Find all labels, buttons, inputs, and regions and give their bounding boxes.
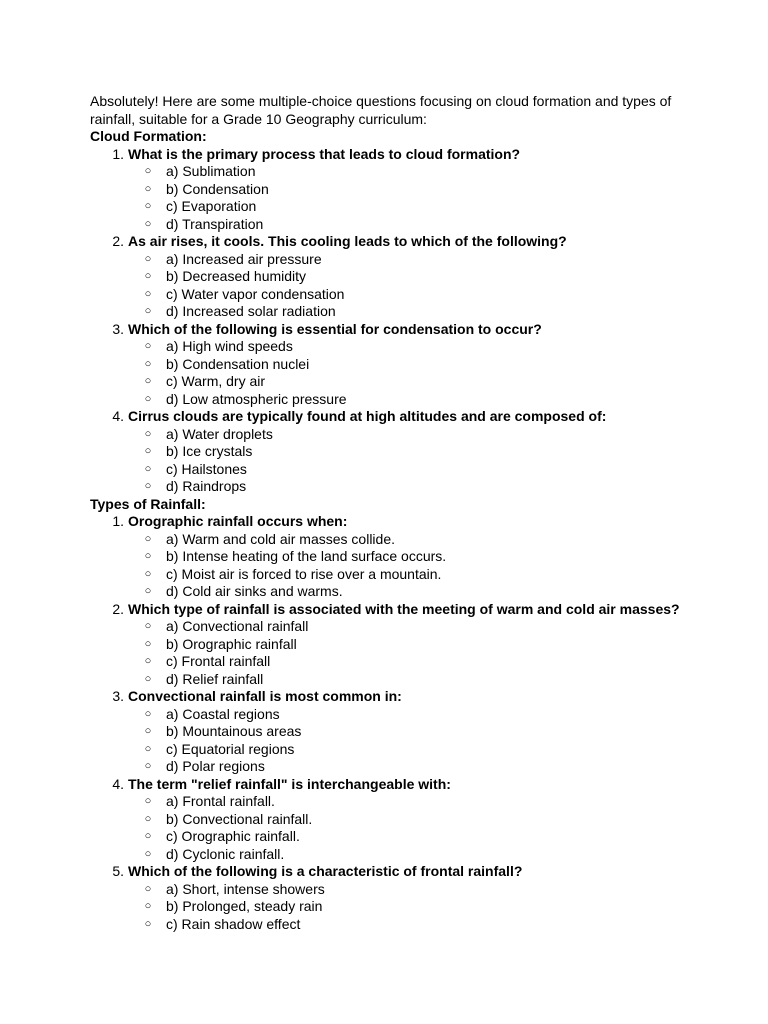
hollow-circle-bullet-icon: ○ <box>144 532 152 545</box>
question-item <box>90 601 690 689</box>
question-text: Convectional rainfall is most common in: <box>128 688 402 704</box>
option-text: b) Intense heating of the land surface occurs. <box>166 548 447 564</box>
hollow-circle-bullet-icon: ○ <box>144 375 152 387</box>
option-item <box>90 653 690 671</box>
hollow-circle-bullet-icon: ○ <box>144 742 152 755</box>
option-text: b) Prolonged, steady rain <box>166 898 323 914</box>
hollow-circle-bullet-icon: ○ <box>144 252 152 265</box>
option-item <box>90 338 690 356</box>
hollow-circle-bullet-icon: ○ <box>144 900 152 912</box>
option-text: a) Water droplets <box>166 425 273 442</box>
option-item <box>90 373 690 391</box>
question-number: 2. <box>112 233 124 249</box>
question-number: 4. <box>112 408 124 424</box>
option-item <box>90 916 690 934</box>
hollow-circle-bullet-icon: ○ <box>144 672 152 685</box>
question-text: Which type of rainfall is associated with the meeting of warm and cold air masses? <box>128 600 680 617</box>
option-text: a) High wind speeds <box>166 338 293 354</box>
option-list <box>90 881 690 934</box>
question-sections <box>90 128 690 933</box>
hollow-circle-bullet-icon: ○ <box>144 707 152 720</box>
hollow-circle-bullet-icon: ○ <box>144 340 152 352</box>
option-item <box>90 706 690 724</box>
question-number: 3. <box>112 688 124 704</box>
option-item <box>90 216 690 234</box>
option-list <box>90 618 690 688</box>
question-number: 1. <box>112 145 124 162</box>
option-text: c) Equatorial regions <box>166 740 295 757</box>
option-item <box>90 181 690 199</box>
option-item <box>90 583 690 601</box>
option-list <box>90 426 690 496</box>
option-item <box>90 391 690 409</box>
document-page <box>90 93 690 933</box>
question-item <box>90 408 690 496</box>
question-item <box>90 863 690 933</box>
question-list <box>90 513 690 933</box>
option-text: c) Moist air is forced to rise over a mountain. <box>166 565 442 582</box>
question-number: 4. <box>112 775 124 792</box>
option-item <box>90 793 690 811</box>
hollow-circle-bullet-icon: ○ <box>144 287 152 300</box>
option-item <box>90 426 690 444</box>
option-text: a) Frontal rainfall. <box>166 793 275 809</box>
hollow-circle-bullet-icon: ○ <box>144 427 152 440</box>
option-list <box>90 531 690 601</box>
question-item <box>90 146 690 234</box>
hollow-circle-bullet-icon: ○ <box>144 217 152 230</box>
question-number: 2. <box>112 600 124 617</box>
option-item <box>90 618 690 636</box>
option-item <box>90 163 690 181</box>
option-list <box>90 793 690 863</box>
option-item <box>90 268 690 286</box>
option-text: b) Decreased humidity <box>166 268 307 284</box>
option-item <box>90 443 690 461</box>
question-text: Orographic rainfall occurs when: <box>128 513 348 529</box>
option-text: b) Orographic rainfall <box>166 635 297 652</box>
option-item <box>90 741 690 759</box>
question-text: Cirrus clouds are typically found at high altitudes and are composed of: <box>128 408 607 424</box>
question-list <box>90 146 690 496</box>
hollow-circle-bullet-icon: ○ <box>144 200 152 212</box>
option-item <box>90 881 690 899</box>
option-item <box>90 548 690 566</box>
option-item <box>90 198 690 216</box>
question-text: Which of the following is a characteristic of frontal rainfall? <box>128 863 523 879</box>
hollow-circle-bullet-icon: ○ <box>144 392 152 405</box>
option-item <box>90 758 690 776</box>
intro-paragraph: Absolutely! Here are some multiple-choice questions focusing on cloud formation and types of rainfall, suitable for a Grade 10 Geography curriculum: <box>90 93 672 127</box>
option-text: b) Condensation <box>166 180 269 197</box>
option-item <box>90 828 690 846</box>
option-list <box>90 706 690 776</box>
option-text: a) Short, intense showers <box>166 880 325 897</box>
option-list <box>90 251 690 321</box>
option-text: b) Ice crystals <box>166 443 253 459</box>
option-item <box>90 286 690 304</box>
hollow-circle-bullet-icon: ○ <box>144 830 152 842</box>
option-text: d) Transpiration <box>166 215 264 232</box>
question-item <box>90 321 690 409</box>
option-text: a) Warm and cold air masses collide. <box>166 530 396 547</box>
question-item <box>90 688 690 776</box>
hollow-circle-bullet-icon: ○ <box>144 480 152 492</box>
option-item <box>90 566 690 584</box>
option-text: c) Orographic rainfall. <box>166 828 300 844</box>
option-item <box>90 636 690 654</box>
option-item <box>90 461 690 479</box>
option-item <box>90 723 690 741</box>
option-item <box>90 898 690 916</box>
option-item <box>90 356 690 374</box>
option-text: c) Water vapor condensation <box>166 285 345 302</box>
hollow-circle-bullet-icon: ○ <box>144 917 152 930</box>
option-text: c) Hailstones <box>166 460 247 477</box>
option-text: a) Coastal regions <box>166 705 280 722</box>
option-text: c) Frontal rainfall <box>166 653 271 669</box>
hollow-circle-bullet-icon: ○ <box>144 812 152 825</box>
hollow-circle-bullet-icon: ○ <box>144 165 152 177</box>
question-line <box>90 601 690 619</box>
question-item <box>90 513 690 601</box>
hollow-circle-bullet-icon: ○ <box>144 550 152 562</box>
option-text: d) Raindrops <box>166 478 247 494</box>
question-line <box>90 233 690 251</box>
option-list <box>90 163 690 233</box>
hollow-circle-bullet-icon: ○ <box>144 760 152 772</box>
option-item <box>90 251 690 269</box>
option-text: a) Convectional rainfall <box>166 618 309 634</box>
hollow-circle-bullet-icon: ○ <box>144 637 152 650</box>
option-text: a) Increased air pressure <box>166 250 322 267</box>
section <box>90 496 690 934</box>
hollow-circle-bullet-icon: ○ <box>144 620 152 632</box>
question-text: What is the primary process that leads to cloud formation? <box>128 145 521 162</box>
question-line <box>90 408 690 426</box>
option-item <box>90 303 690 321</box>
question-text: The term "relief rainfall" is interchangeable with: <box>128 775 451 792</box>
option-text: d) Increased solar radiation <box>166 303 336 319</box>
hollow-circle-bullet-icon: ○ <box>144 357 152 370</box>
question-number: 3. <box>112 320 124 337</box>
option-text: b) Convectional rainfall. <box>166 810 313 827</box>
question-item <box>90 233 690 321</box>
option-item <box>90 846 690 864</box>
question-line <box>90 321 690 339</box>
hollow-circle-bullet-icon: ○ <box>144 270 152 282</box>
option-list <box>90 338 690 408</box>
question-line <box>90 146 690 164</box>
option-text: c) Evaporation <box>166 198 257 214</box>
question-line <box>90 863 690 881</box>
question-line <box>90 513 690 531</box>
option-text: d) Cold air sinks and warms. <box>166 583 343 599</box>
question-line <box>90 776 690 794</box>
option-item <box>90 478 690 496</box>
hollow-circle-bullet-icon: ○ <box>144 305 152 317</box>
hollow-circle-bullet-icon: ○ <box>144 445 152 457</box>
option-text: a) Sublimation <box>166 163 256 179</box>
option-item <box>90 531 690 549</box>
option-text: c) Rain shadow effect <box>166 915 301 932</box>
option-text: c) Warm, dry air <box>166 373 266 389</box>
question-number: 5. <box>112 863 124 879</box>
section-heading: Cloud Formation: <box>90 128 207 144</box>
hollow-circle-bullet-icon: ○ <box>144 182 152 195</box>
question-text: Which of the following is essential for condensation to occur? <box>128 320 542 337</box>
hollow-circle-bullet-icon: ○ <box>144 725 152 737</box>
question-text: As air rises, it cools. This cooling leads to which of the following? <box>128 233 567 249</box>
section <box>90 128 690 496</box>
option-text: d) Low atmospheric pressure <box>166 390 347 407</box>
hollow-circle-bullet-icon: ○ <box>144 585 152 597</box>
option-text: b) Condensation nuclei <box>166 355 310 372</box>
option-item <box>90 811 690 829</box>
hollow-circle-bullet-icon: ○ <box>144 462 152 475</box>
question-line <box>90 688 690 706</box>
hollow-circle-bullet-icon: ○ <box>144 655 152 667</box>
option-item <box>90 671 690 689</box>
option-text: d) Relief rainfall <box>166 670 264 687</box>
hollow-circle-bullet-icon: ○ <box>144 567 152 580</box>
option-text: d) Polar regions <box>166 758 265 774</box>
question-number: 1. <box>112 513 124 529</box>
hollow-circle-bullet-icon: ○ <box>144 882 152 895</box>
section-heading: Types of Rainfall: <box>90 495 206 512</box>
option-text: d) Cyclonic rainfall. <box>166 845 285 862</box>
option-text: b) Mountainous areas <box>166 723 302 739</box>
question-item <box>90 776 690 864</box>
hollow-circle-bullet-icon: ○ <box>144 847 152 860</box>
hollow-circle-bullet-icon: ○ <box>144 795 152 807</box>
